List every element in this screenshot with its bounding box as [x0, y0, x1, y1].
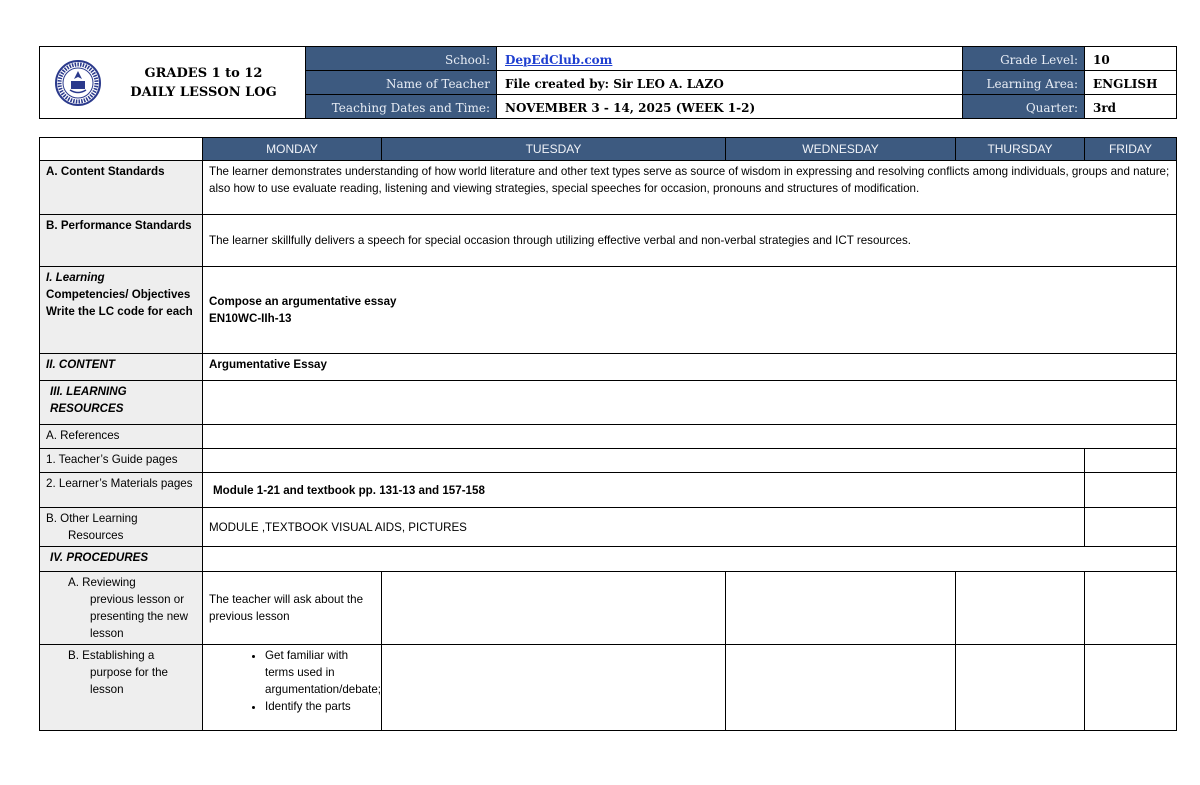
title-cell — [40, 47, 306, 119]
competencies-label-1: I. Learning — [46, 271, 105, 284]
school-value — [497, 47, 963, 71]
day-tuesday: TUESDAY — [382, 138, 726, 161]
other-resources-friday — [1085, 508, 1177, 547]
header-table — [39, 46, 1177, 119]
learning-resources-label: III. LEARNING RESOURCES — [40, 381, 203, 425]
establishing-label-2: purpose for the lesson — [90, 666, 168, 696]
other-resources-label-2: Resources — [68, 529, 124, 542]
competencies-value — [203, 267, 1177, 354]
list-item: • Get familiar with terms used in argumentation/debate; — [265, 647, 375, 698]
performance-standards-text: The learner skillfully delivers a speech for special occasion through utilizing effective verbal and non-verbal strategies and ICT resources. — [203, 215, 1177, 267]
procedures-value — [203, 547, 1177, 572]
lesson-log-table — [39, 137, 1177, 731]
title-line-1: GRADES 1 to 12 — [144, 65, 263, 81]
grade-value: 10 — [1085, 47, 1177, 71]
grade-label: Grade Level: — [963, 47, 1085, 71]
dates-label: Teaching Dates and Time: — [306, 95, 497, 119]
content-value: Argumentative Essay — [203, 354, 1177, 381]
school-link[interactable]: DepEdClub.com — [505, 53, 613, 67]
corner-cell — [40, 138, 203, 161]
other-resources-label — [40, 508, 203, 547]
establishing-label-1: B. Establishing a — [68, 649, 155, 662]
deped-seal-icon — [54, 59, 102, 107]
content-standards-label: A. Content Standards — [40, 161, 203, 215]
teachers-guide-friday — [1085, 449, 1177, 473]
content-label: II. CONTENT — [40, 354, 203, 381]
teacher-label: Name of Teacher — [306, 71, 497, 95]
competency-title: Compose an argumentative essay — [209, 295, 397, 308]
learners-materials-value: Module 1-21 and textbook pp. 131-13 and 157-158 — [203, 473, 1085, 508]
quarter-value: 3rd — [1085, 95, 1177, 119]
establishing-label — [40, 645, 203, 731]
reviewing-tuesday — [382, 572, 726, 645]
content-standards-text: The learner demonstrates understanding of how world literature and other text types serve as source of wisdom in expressing and resolving conflicts among individuals, groups and nature; also how to use evaluate reading, listening and viewing strategies, special speeches for occasion, pronouns and structures of modification. — [203, 161, 1177, 215]
competencies-label-3: Write the LC code for each — [46, 305, 193, 318]
day-wednesday: WEDNESDAY — [726, 138, 956, 161]
area-label: Learning Area: — [963, 71, 1085, 95]
day-thursday: THURSDAY — [956, 138, 1085, 161]
references-label: A. References — [40, 425, 203, 449]
learners-materials-label: 2. Learner’s Materials pages — [40, 473, 203, 508]
competencies-label-2: Competencies/ Objectives — [46, 288, 191, 301]
reviewing-label — [40, 572, 203, 645]
teachers-guide-value — [203, 449, 1085, 473]
procedures-label: IV. PROCEDURES — [40, 547, 203, 572]
reviewing-label-1: A. Reviewing — [68, 576, 136, 589]
teachers-guide-label: 1. Teacher’s Guide pages — [40, 449, 203, 473]
quarter-label: Quarter: — [963, 95, 1085, 119]
day-friday: FRIDAY — [1085, 138, 1177, 161]
title-line-2: DAILY LESSON LOG — [130, 84, 277, 100]
day-monday: MONDAY — [203, 138, 382, 161]
performance-standards-label: B. Performance Standards — [40, 215, 203, 267]
learning-resources-value — [203, 381, 1177, 425]
list-item: • Identify the parts — [265, 698, 375, 715]
learners-materials-friday — [1085, 473, 1177, 508]
area-value: ENGLISH — [1085, 71, 1177, 95]
establishing-friday — [1085, 645, 1177, 731]
dates-value: NOVEMBER 3 - 14, 2025 (WEEK 1-2) — [497, 95, 963, 119]
other-resources-value: MODULE ,TEXTBOOK VISUAL AIDS, PICTURES — [203, 508, 1085, 547]
establishing-monday — [203, 645, 382, 731]
reviewing-friday — [1085, 572, 1177, 645]
reviewing-thursday — [956, 572, 1085, 645]
competency-code: EN10WC-IIh-13 — [209, 312, 292, 325]
reviewing-monday: The teacher will ask about the previous lesson — [203, 572, 382, 645]
school-label: School: — [306, 47, 497, 71]
establishing-tuesday — [382, 645, 726, 731]
reviewing-label-2: previous lesson or presenting the new lesson — [90, 593, 188, 640]
establishing-bullet-list — [203, 647, 382, 715]
references-value — [203, 425, 1177, 449]
reviewing-wednesday — [726, 572, 956, 645]
competencies-label — [40, 267, 203, 354]
establishing-thursday — [956, 645, 1085, 731]
teacher-value: File created by: Sir LEO A. LAZO — [497, 71, 963, 95]
establishing-wednesday — [726, 645, 956, 731]
other-resources-label-1: B. Other Learning — [46, 512, 138, 525]
